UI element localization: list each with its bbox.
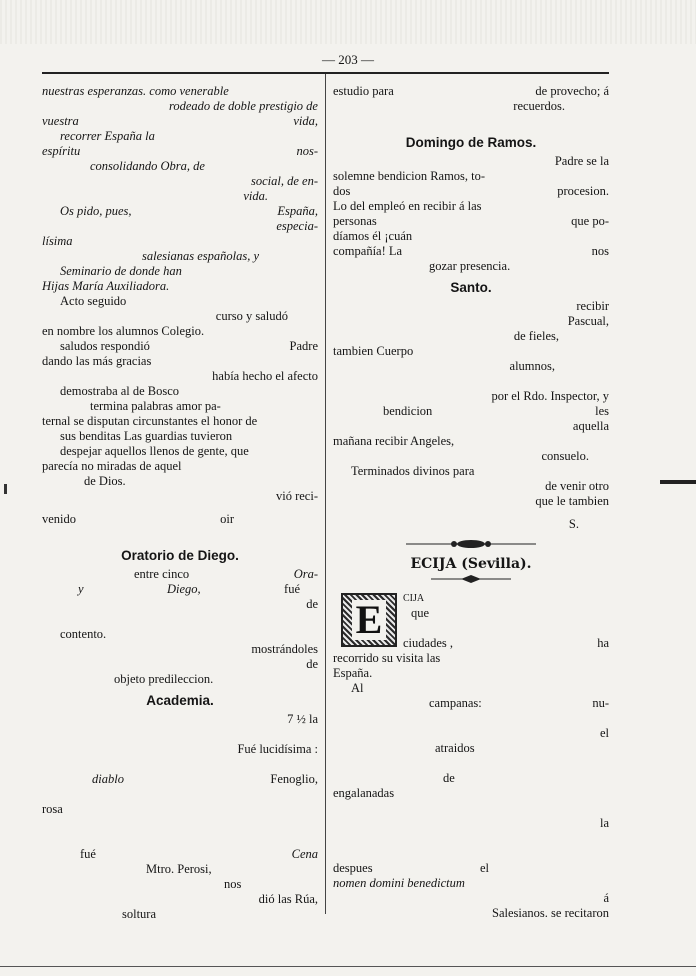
text-line: ternal se disputan circunstantes el honor de (42, 414, 258, 428)
text-line: engalanadas (333, 786, 395, 800)
text-line: entre cinco Ora- (134, 567, 318, 581)
text-line: recorrido su visita las (333, 651, 441, 665)
text-line: termina palabras amor pa- (90, 399, 221, 413)
text-line: saludos respondió Padre (60, 339, 318, 353)
ornament-icon (406, 539, 536, 549)
text-line: especia- (276, 219, 318, 233)
text-line: de (443, 771, 455, 785)
dropcap-initial: E (341, 593, 397, 647)
ornament-divider (333, 538, 609, 553)
text-line: atraidos (435, 741, 475, 755)
text-line: y Diego, fué (78, 582, 300, 596)
text-line: curso y saludó (215, 309, 288, 323)
text-line: de (306, 657, 318, 671)
text-line: social, de en- (251, 174, 318, 188)
text-line: despejar aquellos llenos de gente, que (60, 444, 249, 458)
column-divider (325, 74, 326, 914)
text-line: Salesianos. se recitaron (492, 906, 609, 920)
text-line: contento. (60, 627, 107, 641)
text-line: sus benditas Las guardias tuvieron (60, 429, 233, 443)
text-line: espíritu nos- (42, 144, 318, 158)
text-line: que le tambien (535, 494, 609, 508)
text-line: de fieles, (513, 329, 559, 343)
flourish-icon (431, 575, 511, 583)
page-header-noise (0, 0, 696, 44)
bottom-rule (0, 966, 696, 967)
section-heading-santo: Santo. (450, 280, 492, 295)
text-line: había hecho el afecto (212, 369, 318, 383)
text-line: estudio para de provecho; á (333, 84, 609, 98)
text-line: vida. (243, 189, 268, 203)
text-line: Al (351, 681, 364, 695)
ornament-line (333, 572, 609, 587)
text-line: en nombre los alumnos Colegio. (42, 324, 205, 338)
text-line: mostrándoles (251, 642, 318, 656)
text-line: compañía! La nos (333, 244, 609, 258)
text-line: rodeado de doble prestigio de (168, 99, 318, 113)
text-line: fué Cena (80, 847, 318, 861)
text-line: de venir otro (545, 479, 609, 493)
text-line: venido oir (42, 512, 234, 526)
text-line: de (306, 597, 318, 611)
text-line: Padre se la (554, 154, 609, 168)
text-line: dando las más gracias (42, 354, 152, 368)
text-line: personas que po- (333, 214, 609, 228)
text-line: consuelo. (541, 449, 589, 463)
text-line: dió las Rúa, (258, 892, 318, 906)
text-line: objeto predileccion. (114, 672, 214, 686)
text-line: el (599, 726, 609, 740)
text-line: Acto seguido (60, 294, 127, 308)
text-line: CIJA (403, 593, 425, 604)
text-line: Fué lucidísima : (237, 742, 318, 756)
text-line: Seminario de donde han (60, 264, 182, 278)
text-line: Pascual, (567, 314, 609, 328)
text-line: salesianas españolas, y (142, 249, 260, 263)
text-line: despues el (333, 861, 489, 875)
text-line: recorrer España la (60, 129, 155, 143)
text-line: S. (568, 517, 579, 531)
text-line: parecía no miradas de aquel (42, 459, 182, 473)
text-line: alumnos, (509, 359, 555, 373)
text-line: gozar presencia. (429, 259, 511, 273)
text-line: consolidando Obra, de (90, 159, 205, 173)
text-line: 7 ½ la (287, 712, 318, 726)
left-column (42, 84, 318, 922)
text-line: recuerdos. (513, 99, 565, 113)
section-heading-oratorio: Oratorio de Diego. (121, 548, 239, 563)
text-line: demostraba al de Bosco (60, 384, 180, 398)
text-line: diablo Fenoglio, (92, 772, 318, 786)
text-line: á (603, 891, 609, 905)
text-line: Terminados divinos para (351, 464, 475, 478)
text-line: la (599, 816, 609, 830)
section-heading-academia: Academia. (146, 693, 214, 708)
text-line: dos procesion. (333, 184, 609, 198)
page-number: — 203 — (322, 52, 374, 67)
text-line: ciudades , ha (403, 636, 609, 650)
text-line: campanas: nu- (429, 696, 609, 710)
text-line: Lo del empleó en recibir á las (333, 199, 482, 213)
section-heading-domingo-ramos: Domingo de Ramos. (405, 135, 537, 150)
text-line: Hijas María Auxiliadora. (42, 279, 170, 293)
text-line: vuestra vida, (42, 114, 318, 128)
right-column (333, 84, 609, 921)
text-line: por el Rdo. Inspector, y (491, 389, 609, 403)
text-line: recibir (576, 299, 609, 313)
text-line: solemne bendicion Ramos, to- (333, 169, 486, 183)
text-line: Os pido, pues, España, (60, 204, 318, 218)
margin-bullet (4, 484, 7, 494)
text-line: vió reci- (276, 489, 318, 503)
text-line: rosa (42, 802, 63, 816)
text-line: tambien Cuerpo (333, 344, 414, 358)
text-line: Mtro. Perosi, (146, 862, 212, 876)
text-line: bendicion les (383, 404, 609, 418)
section-title-ecija: ECIJA (Sevilla). (410, 556, 532, 572)
text-line: de Dios. (84, 474, 126, 488)
text-line: lísima (42, 234, 73, 248)
text-line: aquella (572, 419, 609, 433)
text-line: díamos él ¡cuán (333, 229, 413, 243)
text-line: mañana recibir Angeles, (333, 434, 455, 448)
text-line: que (411, 606, 430, 620)
margin-mark (660, 480, 696, 484)
text-line: nos (224, 877, 242, 891)
text-line: nuestras esperanzas. como venerable (42, 84, 229, 98)
text-line: España. (333, 666, 373, 680)
text-line: soltura (122, 907, 157, 921)
text-line: nomen domini benedictum (333, 876, 465, 890)
